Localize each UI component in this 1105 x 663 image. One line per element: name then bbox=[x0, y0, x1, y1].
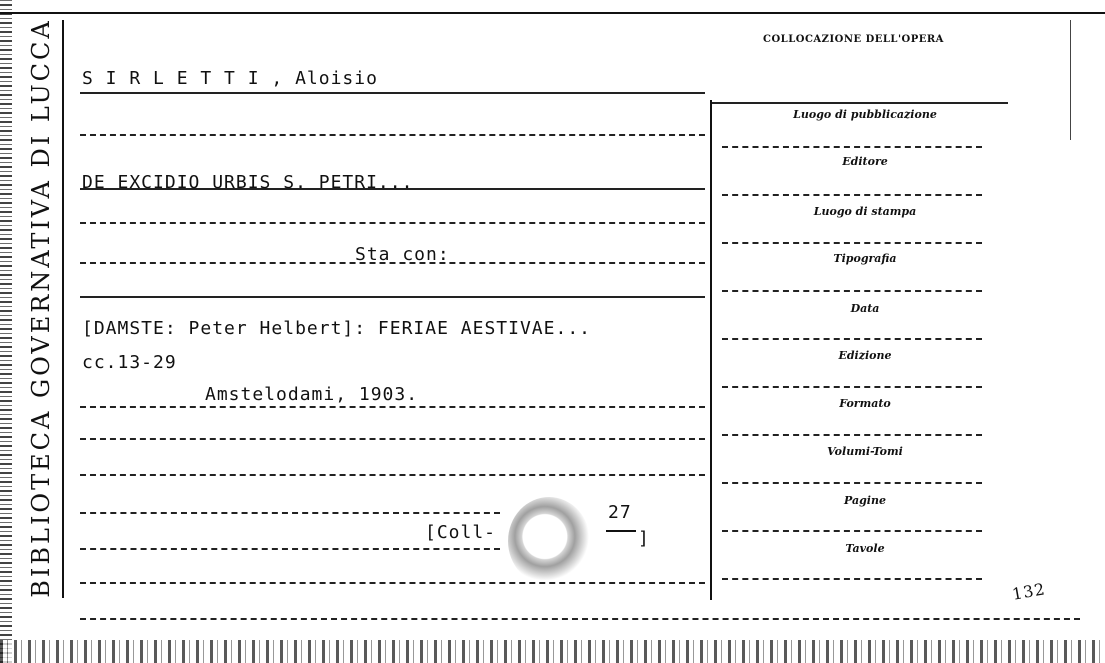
left-margin-line bbox=[62, 20, 64, 598]
field-label-date: Data bbox=[850, 302, 880, 315]
linked-work-line: [DAMSTE: Peter Helbert]: FERIAE AESTIVAE... bbox=[82, 318, 591, 339]
collection-fraction-line bbox=[606, 530, 636, 532]
field-label-pages: Pagine bbox=[844, 494, 886, 507]
top-border bbox=[0, 12, 1105, 14]
field-rule bbox=[722, 482, 982, 484]
library-vertical-title: BIBLIOTECA GOVERNATIVA DI LUCCA bbox=[27, 18, 55, 598]
field-label-edition: Edizione bbox=[838, 349, 892, 362]
rule-line bbox=[80, 134, 705, 136]
right-edge-mark bbox=[1070, 20, 1071, 140]
rule-line bbox=[80, 512, 500, 514]
field-rule bbox=[722, 290, 982, 292]
card-bottom-edge bbox=[0, 640, 1105, 663]
field-label-format: Formato bbox=[839, 397, 891, 410]
collection-close: ] bbox=[638, 528, 650, 549]
field-rule bbox=[712, 102, 1008, 104]
rule-line bbox=[80, 474, 705, 476]
collection-label: [Coll- bbox=[425, 522, 497, 543]
rule-line bbox=[80, 582, 705, 584]
author-line: S I R L E T T I , Aloisio bbox=[82, 68, 378, 89]
field-rule bbox=[722, 578, 982, 580]
corner-handwritten-note: 132 bbox=[1010, 579, 1047, 604]
rule-line bbox=[80, 296, 705, 298]
sta-con-line: Sta con: bbox=[355, 244, 450, 265]
collocation-header: COLLOCAZIONE DELL'OPERA bbox=[763, 34, 944, 45]
field-label-printer: Tipografia bbox=[833, 252, 897, 265]
collection-number: 27 bbox=[608, 502, 632, 523]
field-label-place-of-publication: Luogo di pubblicazione bbox=[793, 108, 937, 121]
card-left-edge bbox=[0, 0, 12, 663]
rule-line bbox=[80, 438, 705, 440]
field-rule bbox=[722, 434, 982, 436]
rule-line bbox=[80, 92, 705, 94]
rule-line bbox=[80, 618, 1080, 620]
rule-line bbox=[80, 548, 500, 550]
field-rule bbox=[722, 338, 982, 340]
right-section-divider bbox=[710, 100, 712, 600]
field-rule bbox=[722, 386, 982, 388]
title-line: DE EXCIDIO URBIS S. PETRI... bbox=[82, 172, 414, 193]
field-label-volumes: Volumi-Tomi bbox=[827, 445, 903, 458]
rule-line bbox=[80, 222, 705, 224]
field-rule bbox=[722, 530, 982, 532]
pages-line: cc.13-29 bbox=[82, 352, 177, 373]
library-stamp bbox=[508, 497, 590, 585]
imprint-line: Amstelodami, 1903. bbox=[205, 384, 419, 405]
field-rule bbox=[722, 194, 982, 196]
rule-line bbox=[80, 406, 705, 408]
field-rule bbox=[722, 146, 982, 148]
field-label-publisher: Editore bbox=[842, 155, 888, 168]
field-label-place-of-printing: Luogo di stampa bbox=[813, 205, 917, 218]
field-rule bbox=[722, 242, 982, 244]
field-label-plates: Tavole bbox=[845, 542, 885, 555]
